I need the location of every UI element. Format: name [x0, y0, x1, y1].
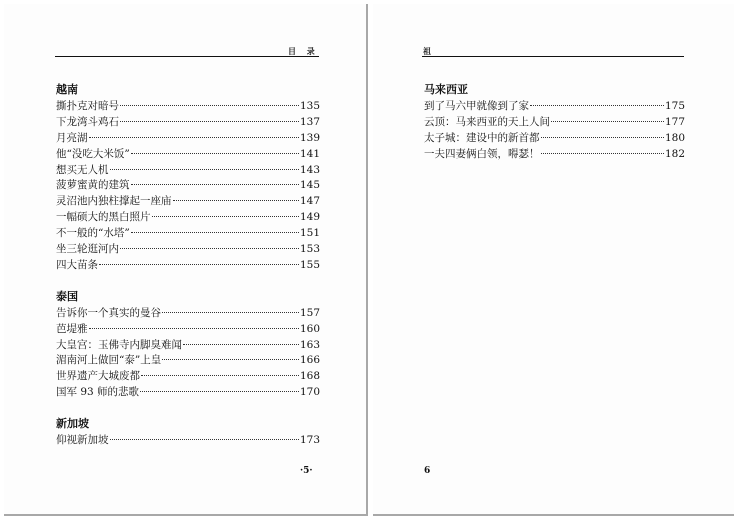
entry-title: 芭堤雅 — [56, 322, 88, 335]
entry-page: 137 — [299, 115, 320, 128]
entry-page: 151 — [299, 227, 320, 240]
toc-entry[interactable] — [56, 242, 320, 258]
toc-entry[interactable] — [56, 433, 320, 449]
toc-entry[interactable] — [56, 147, 320, 163]
toc-entry[interactable] — [424, 115, 685, 131]
dot-leader — [530, 105, 664, 106]
entry-title: 到了马六甲就像到了家 — [424, 100, 529, 112]
entry-title: 下龙湾斗鸡石 — [56, 115, 119, 128]
table-of-contents — [424, 82, 685, 178]
running-head: 祖 — [423, 46, 435, 56]
dot-leader — [152, 216, 299, 217]
toc-entry[interactable] — [56, 369, 320, 385]
dot-leader — [89, 328, 299, 329]
entry-title: 大皇宫：玉佛寺内脚臭难闻 — [56, 338, 182, 351]
entry-page: 135 — [299, 100, 320, 112]
left-page — [4, 4, 368, 516]
toc-entry[interactable] — [56, 178, 320, 194]
toc-section-malaysia — [424, 82, 685, 163]
header-rule — [422, 56, 684, 57]
entry-title: 他“没吃大米饭” — [56, 147, 130, 160]
entry-page: 173 — [299, 434, 320, 447]
dot-leader — [141, 375, 299, 376]
entry-title: 告诉你一个真实的曼谷 — [56, 306, 161, 319]
entry-page: 168 — [299, 370, 320, 383]
section-title: 越南 — [56, 83, 78, 96]
dot-leader — [162, 359, 299, 360]
toc-entry[interactable] — [56, 226, 320, 242]
entry-title: 一夫四妻俩白领，嘚瑟！ — [424, 147, 540, 160]
toc-section-vietnam — [56, 82, 320, 274]
dot-leader — [131, 153, 299, 154]
entry-page: 182 — [664, 147, 685, 160]
entry-page: 143 — [299, 163, 320, 176]
toc-entry[interactable] — [56, 194, 320, 210]
entry-title: 坐三轮逛河内 — [56, 243, 119, 256]
dot-leader — [120, 248, 299, 249]
toc-entry[interactable] — [56, 338, 320, 354]
toc-entry[interactable] — [56, 210, 320, 226]
entry-page: 180 — [664, 131, 685, 144]
entry-title: 灵沼池内独柱撑起一座庙 — [56, 195, 172, 208]
entry-page: 149 — [299, 211, 320, 224]
entry-page: 163 — [299, 338, 320, 351]
toc-entry[interactable] — [56, 163, 320, 179]
entry-page: 160 — [299, 322, 320, 335]
entry-page: 145 — [299, 179, 320, 192]
entry-title: 不一般的“水塔” — [56, 227, 130, 240]
section-title: 马来西亚 — [424, 83, 468, 96]
toc-entry[interactable] — [424, 147, 685, 163]
page-number: 6 — [424, 466, 431, 476]
dot-leader — [89, 137, 299, 138]
entry-page: 147 — [299, 195, 320, 208]
dot-leader — [99, 264, 299, 265]
entry-page: 155 — [299, 258, 320, 271]
right-page — [373, 4, 734, 516]
section-title: 泰国 — [56, 289, 78, 303]
toc-entry[interactable] — [56, 385, 320, 401]
toc-entry[interactable] — [424, 131, 685, 147]
dot-leader — [131, 184, 299, 185]
dot-leader — [140, 391, 299, 392]
entry-title: 仰视新加坡 — [56, 434, 109, 447]
entry-page: 170 — [299, 386, 320, 399]
entry-title: 菠萝蜜黄的建筑 — [56, 179, 130, 192]
dot-leader — [173, 200, 299, 201]
entry-page: 166 — [299, 354, 320, 367]
entry-title: 国军 93 师的悲歌 — [56, 386, 140, 399]
page-number: ·5· — [300, 466, 313, 476]
entry-title: 云顶：马来西亚的天上人间 — [424, 115, 550, 128]
dot-leader — [110, 439, 299, 440]
toc-entry[interactable] — [56, 131, 320, 147]
entry-title: 一幅硕大的黑白照片 — [56, 211, 151, 224]
table-of-contents — [56, 82, 320, 464]
dot-leader — [120, 105, 299, 106]
toc-entry[interactable] — [56, 115, 320, 131]
toc-section-singapore — [56, 416, 320, 449]
dot-leader — [162, 312, 299, 313]
toc-entry[interactable] — [424, 99, 685, 115]
entry-page: 157 — [299, 306, 320, 319]
entry-page: 141 — [299, 147, 320, 160]
entry-page: 153 — [299, 243, 320, 256]
toc-entry[interactable] — [56, 353, 320, 369]
entry-title: 想买无人机 — [56, 163, 109, 176]
entry-title: 月亮湖 — [56, 131, 88, 144]
toc-entry[interactable] — [56, 306, 320, 322]
entry-title: 撕扑克对暗号 — [56, 100, 119, 112]
dot-leader — [131, 232, 299, 233]
dot-leader — [551, 121, 664, 122]
dot-leader — [541, 137, 664, 138]
running-head: 目 录 — [288, 46, 319, 56]
section-title: 新加坡 — [56, 417, 89, 431]
entry-title: 世界遗产大城废都 — [56, 370, 140, 383]
dot-leader — [183, 344, 299, 345]
entry-title: 湄南河上做回“泰”上皇 — [56, 354, 162, 367]
dot-leader — [120, 121, 299, 122]
header-rule — [55, 56, 319, 57]
entry-page: 139 — [299, 131, 320, 144]
entry-title: 四大苗条 — [56, 258, 98, 271]
toc-entry[interactable] — [56, 99, 320, 115]
entry-page: 175 — [664, 100, 685, 112]
toc-entry[interactable] — [56, 322, 320, 338]
entry-title: 太子城：建设中的新首都 — [424, 131, 540, 144]
toc-section-thailand — [56, 289, 320, 401]
dot-leader — [541, 153, 664, 154]
entry-page: 177 — [664, 115, 685, 128]
dot-leader — [110, 169, 299, 170]
toc-entry[interactable] — [56, 258, 320, 274]
